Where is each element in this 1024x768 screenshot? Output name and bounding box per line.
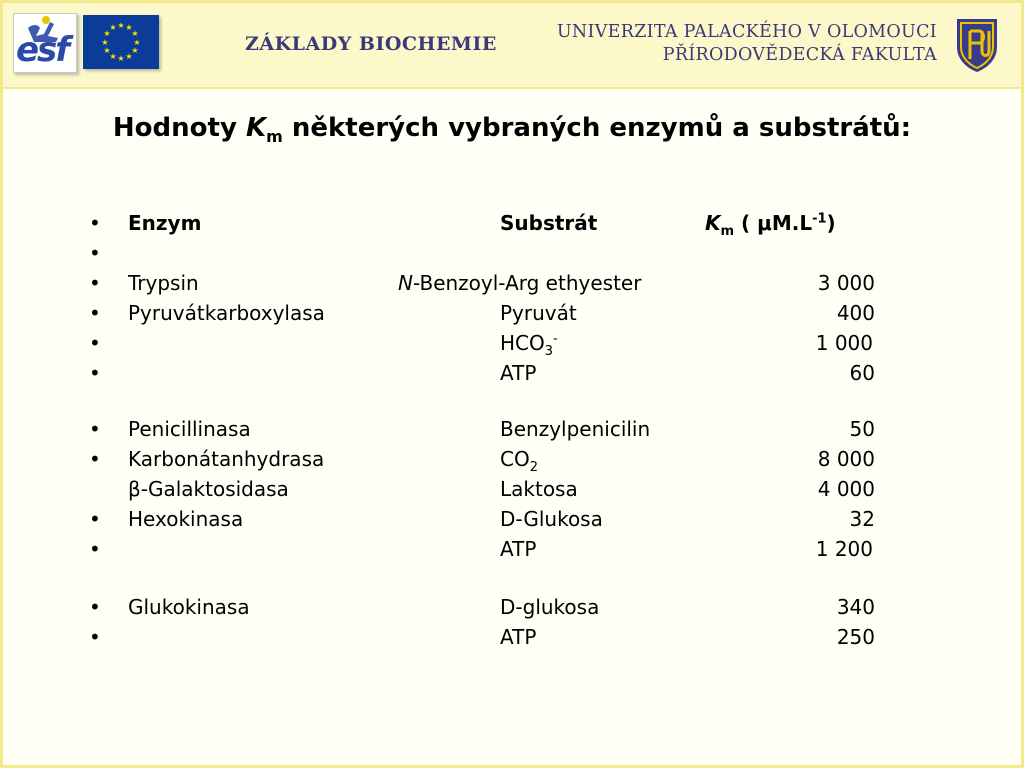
km-close: ): [826, 211, 836, 235]
eu-stars-icon: [83, 15, 159, 69]
header-banner: [3, 3, 1021, 89]
svg-text:★: ★: [109, 23, 117, 32]
enzyme-cell: Trypsin: [128, 271, 199, 295]
table-header-row: [3, 211, 1021, 241]
substrate-text: HCO: [500, 331, 545, 355]
bullet: •: [89, 537, 101, 561]
km-cell: 3 000: [817, 271, 875, 295]
km-cell: 340: [836, 595, 875, 619]
table-row: [3, 595, 1021, 625]
km-cell: 4 000: [817, 477, 875, 501]
table-row: [3, 271, 1021, 301]
table-row: [3, 537, 1021, 567]
substrate-text: CO: [500, 447, 530, 471]
slide-title: [3, 113, 1021, 146]
column-header-enzyme: Enzym: [128, 211, 202, 235]
svg-text:★: ★: [109, 52, 117, 61]
km-unit: M.L: [771, 211, 813, 235]
bullet: •: [89, 595, 101, 619]
km-cell: 1 000: [815, 331, 873, 355]
svg-text:★: ★: [103, 29, 111, 38]
column-header-km: [705, 211, 836, 239]
substrate-cell: [500, 331, 558, 359]
substrate-cell: Laktosa: [500, 477, 578, 501]
substrate-cell: Pyruvát: [500, 301, 577, 325]
eu-flag-icon: [83, 15, 159, 69]
title-k-subscript: m: [266, 127, 283, 147]
bullet: •: [89, 361, 101, 385]
esf-logo-text: esf: [16, 30, 69, 70]
title-suffix: některých vybraných enzymů a substrátů:: [282, 113, 912, 143]
km-superscript: -1: [812, 211, 827, 227]
bullet: •: [89, 211, 101, 235]
substrate-text: -Benzoyl-Arg ethyester: [412, 271, 642, 295]
university-line-1: UNIVERZITA PALACKÉHO V OLOMOUCI: [556, 22, 937, 42]
bullet: •: [89, 331, 101, 355]
bullet: •: [89, 301, 101, 325]
km-open: (: [734, 211, 758, 235]
substrate-cell: ATP: [500, 537, 537, 561]
svg-text:★: ★: [103, 46, 111, 55]
enzyme-text: -Galaktosidasa: [140, 477, 289, 501]
substrate-cell: ATP: [500, 361, 537, 385]
table-row: [3, 417, 1021, 447]
svg-text:★: ★: [125, 23, 133, 32]
bullet: •: [89, 417, 101, 441]
substrate-cell: [500, 447, 538, 475]
substrate-cell: ATP: [500, 625, 537, 649]
university-line-2: PŘÍRODOVĚDECKÁ FAKULTA: [662, 45, 937, 65]
esf-logo: [13, 13, 77, 73]
table-row: [3, 361, 1021, 391]
university-name: [557, 21, 937, 67]
table-row: [3, 507, 1021, 537]
table-row-empty: [3, 241, 1021, 271]
title-k: K: [245, 113, 267, 143]
km-cell: 1 200: [815, 537, 873, 561]
km-mu: μ: [757, 211, 772, 235]
enzyme-cell: [128, 477, 289, 501]
svg-text:★: ★: [133, 38, 141, 47]
enzyme-cell: Hexokinasa: [128, 507, 244, 531]
substrate-subscript: 3: [544, 344, 554, 359]
km-k: K: [705, 211, 721, 235]
table-row: [3, 301, 1021, 331]
substrate-cell: Benzylpenicilin: [500, 417, 651, 441]
svg-text:★: ★: [131, 29, 139, 38]
table-row: [3, 477, 1021, 507]
km-cell: 60: [849, 361, 875, 385]
bullet: •: [89, 507, 101, 531]
enzyme-cell: Penicillinasa: [128, 417, 251, 441]
substrate-cell: [398, 271, 641, 295]
substrate-subscript: 2: [529, 460, 538, 475]
km-cell: 32: [849, 507, 875, 531]
km-cell: 250: [836, 625, 875, 649]
km-cell: 400: [836, 301, 875, 325]
svg-text:★: ★: [125, 52, 133, 61]
bullet: •: [89, 447, 101, 471]
substrate-superscript: -: [553, 331, 558, 347]
course-title: ZÁKLADY BIOCHEMIE: [245, 33, 497, 55]
substrate-cell: D-Glukosa: [500, 507, 603, 531]
enzyme-cell: Pyruvátkarboxylasa: [128, 301, 325, 325]
title-prefix: Hodnoty: [112, 113, 246, 143]
enzyme-cell: Glukokinasa: [128, 595, 250, 619]
column-header-substrate: Substrát: [500, 211, 598, 235]
svg-text:★: ★: [101, 38, 109, 47]
table-row: [3, 331, 1021, 361]
svg-text:★: ★: [117, 21, 125, 30]
university-crest-icon: [955, 17, 999, 73]
enzyme-greek: β: [128, 477, 141, 501]
km-cell: 8 000: [817, 447, 875, 471]
bullet: •: [89, 625, 101, 649]
enzyme-cell: Karbonátanhydrasa: [128, 447, 325, 471]
km-cell: 50: [849, 417, 875, 441]
bullet: •: [89, 241, 101, 265]
bullet: •: [89, 271, 101, 295]
table-row: [3, 625, 1021, 655]
table-row: [3, 447, 1021, 477]
substrate-italic: N: [398, 271, 413, 295]
svg-text:★: ★: [117, 54, 125, 63]
svg-text:★: ★: [131, 46, 139, 55]
km-subscript: m: [720, 224, 735, 239]
substrate-cell: D-glukosa: [500, 595, 600, 619]
